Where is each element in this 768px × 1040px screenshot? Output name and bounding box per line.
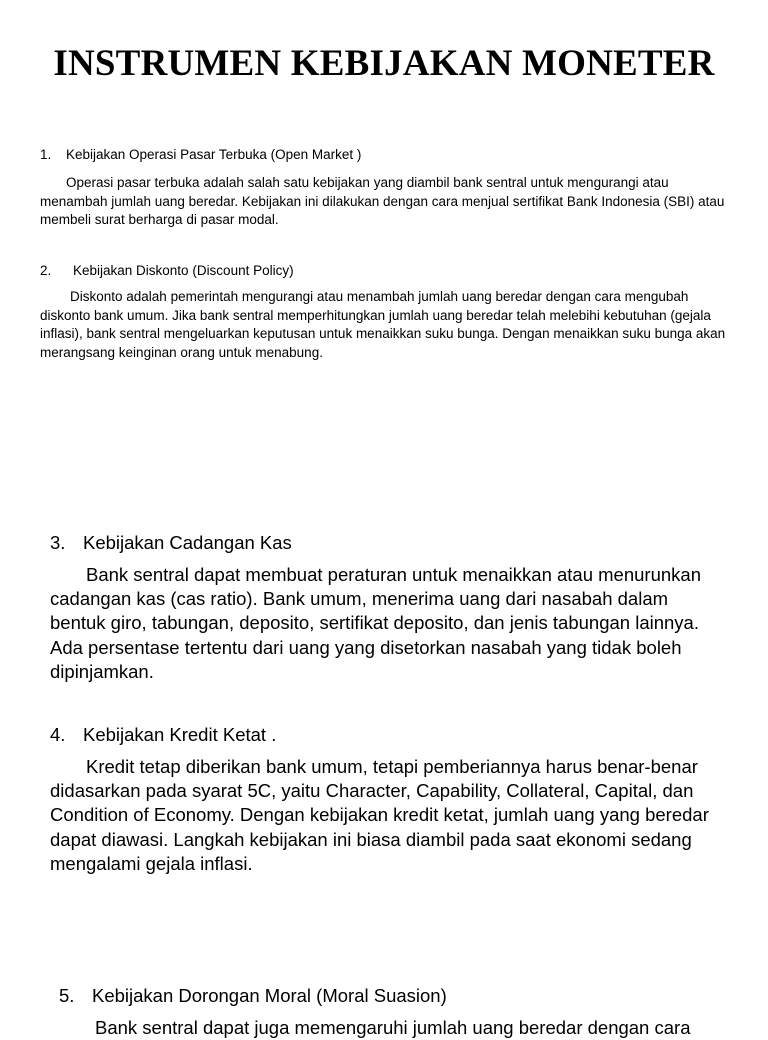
slide-sections-3-4 [0, 525, 768, 874]
section-number: 4. [50, 724, 66, 745]
section-heading-text: Kebijakan Cadangan Kas [83, 532, 292, 553]
section-heading [50, 531, 722, 555]
section-open-market-body [40, 174, 732, 230]
section-paragraph: Bank sentral dapat membuat peraturan untuk menaikkan atau menurunkan cadangan kas (cas ratio). Bank umum, menerima uang dari nasabah dalam bentuk giro, tabungan, deposito, sertifikat deposito, dan jenis tabungan lainnya. Ada persentase tertentu dari uang yang disetorkan nasabah yang tidak boleh dipinjamkan. [50, 564, 701, 682]
section-paragraph: Bank sentral dapat juga memengaruhi jumlah uang beredar dengan cara [95, 1017, 691, 1038]
section-discount-policy [40, 262, 294, 280]
slide-section-5 [0, 980, 768, 1038]
section-paragraph: Operasi pasar terbuka adalah salah satu kebijakan yang diambil bank sentral untuk mengurangi atau menambah jumlah uang beredar. Kebijakan ini dilakukan dengan cara menjual sertifikat Bank Indonesia (SBI) atau membeli surat berharga di pasar modal. [40, 175, 725, 228]
section-heading [40, 146, 361, 164]
section-number: 2. [40, 263, 52, 278]
section-number: 3. [50, 532, 66, 553]
section-heading [40, 262, 294, 280]
section-heading [50, 723, 722, 747]
section-number: 1. [40, 147, 52, 162]
section-heading-text: Kebijakan Kredit Ketat . [83, 724, 277, 745]
section-heading-text: Kebijakan Diskonto (Discount Policy) [73, 263, 294, 278]
section-heading-text: Kebijakan Dorongan Moral (Moral Suasion) [92, 985, 447, 1006]
section-discount-policy-body [40, 288, 732, 363]
section-heading [59, 984, 719, 1008]
section-cash-reserve [50, 531, 722, 684]
section-tight-credit [50, 723, 722, 876]
section-number: 5. [59, 985, 75, 1006]
section-paragraph: Diskonto adalah pemerintah mengurangi atau menambah jumlah uang beredar dengan cara mengubah diskonto bank umum. Jika bank sentral memperhitungkan jumlah uang beredar telah melebihi kebutuhan (gejala inflasi), bank sentral mengeluarkan keputusan untuk menaikkan suku bunga. Dengan menaikkan suku bunga akan merangsang keinginan orang untuk menabung. [40, 289, 726, 361]
section-open-market [40, 146, 361, 164]
section-heading-text: Kebijakan Operasi Pasar Terbuka (Open Market ) [66, 147, 362, 162]
section-moral-suasion [59, 984, 719, 1040]
section-paragraph: Kredit tetap diberikan bank umum, tetapi pemberiannya harus benar-benar didasarkan pada syarat 5C, yaitu Character, Capability, Collateral, Capital, dan Condition of Economy. Dengan kebijakan kredit ketat, jumlah uang yang beredar dapat diawasi. Langkah kebijakan ini biasa diambil pada saat ekonomi sedang mengalami gejala inflasi. [50, 756, 709, 874]
page-title: INSTRUMEN KEBIJAKAN MONETER [53, 43, 715, 84]
slide-sections-1-2 [0, 140, 768, 380]
